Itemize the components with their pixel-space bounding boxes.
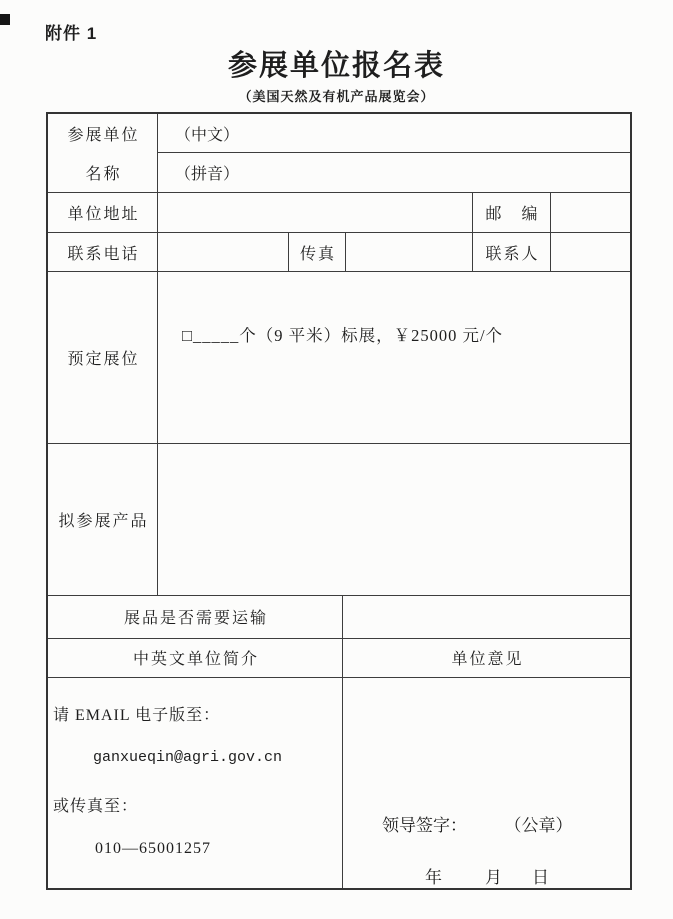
unit-name-chinese-cell <box>158 114 630 153</box>
row-profile-opinion <box>48 639 630 678</box>
seal-label: （公章） <box>513 815 573 835</box>
shipping-value-cell <box>343 596 630 637</box>
fax-label: 传真 <box>289 233 346 271</box>
registration-form-table <box>46 112 632 890</box>
profile-label: 中英文单位简介 <box>48 639 343 677</box>
unit-name-label-line2: 名称 <box>85 165 122 183</box>
row-unit-name <box>48 114 630 193</box>
postcode-value-cell <box>551 193 630 232</box>
signature-label: 领导签字： <box>382 815 467 835</box>
row-contact <box>48 233 630 272</box>
submission-cell <box>48 678 343 888</box>
fax-value-cell <box>346 233 473 271</box>
contact-person-label: 联系人 <box>473 233 551 271</box>
booth-option-text: □_____个（9 平米）标展，￥25000 元/个 <box>182 326 504 346</box>
opinion-label: 单位意见 <box>451 651 524 669</box>
row-submission <box>48 678 630 888</box>
attachment-label: 附件 1 <box>45 24 98 43</box>
date-year: 年 <box>425 867 442 887</box>
fax-prompt: 或传真至： <box>53 797 139 815</box>
row-products <box>48 444 630 597</box>
form-title: 参展单位报名表 <box>227 50 445 82</box>
date-line <box>425 863 630 888</box>
row-address <box>48 193 630 233</box>
shipping-label: 展品是否需要运输 <box>48 596 343 637</box>
fax-number: 010—65001257 <box>95 839 211 857</box>
date-day: 日 <box>532 867 549 887</box>
signature-cell <box>343 678 630 888</box>
unit-name-label-line1: 参展单位 <box>67 126 140 144</box>
booth-option-cell <box>158 272 630 442</box>
email-address: ganxueqin@agri.gov.cn <box>93 748 283 766</box>
signature-line <box>382 811 630 836</box>
form-subtitle: （美国天然及有机产品展览会） <box>238 89 435 104</box>
row-shipping <box>48 596 630 638</box>
date-month: 月 <box>485 867 502 887</box>
products-label: 拟参展产品 <box>48 444 158 596</box>
unit-name-values <box>158 114 630 192</box>
products-value-cell <box>158 444 630 596</box>
scan-artifact <box>0 14 10 25</box>
postcode-label: 邮 编 <box>473 193 551 232</box>
unit-name-pinyin-cell <box>158 153 630 192</box>
contact-person-value-cell <box>551 233 630 271</box>
row-booth <box>48 272 630 443</box>
address-label: 单位地址 <box>48 193 158 232</box>
phone-label: 联系电话 <box>48 233 158 271</box>
unit-name-label-cell <box>48 114 158 192</box>
booth-label: 预定展位 <box>48 272 158 442</box>
address-value-cell <box>158 193 473 232</box>
chinese-placeholder: （中文） <box>175 126 240 144</box>
phone-value-cell <box>158 233 289 271</box>
pinyin-placeholder: （拼音） <box>175 165 240 183</box>
email-prompt: 请 EMAIL 电子版至： <box>53 706 221 724</box>
